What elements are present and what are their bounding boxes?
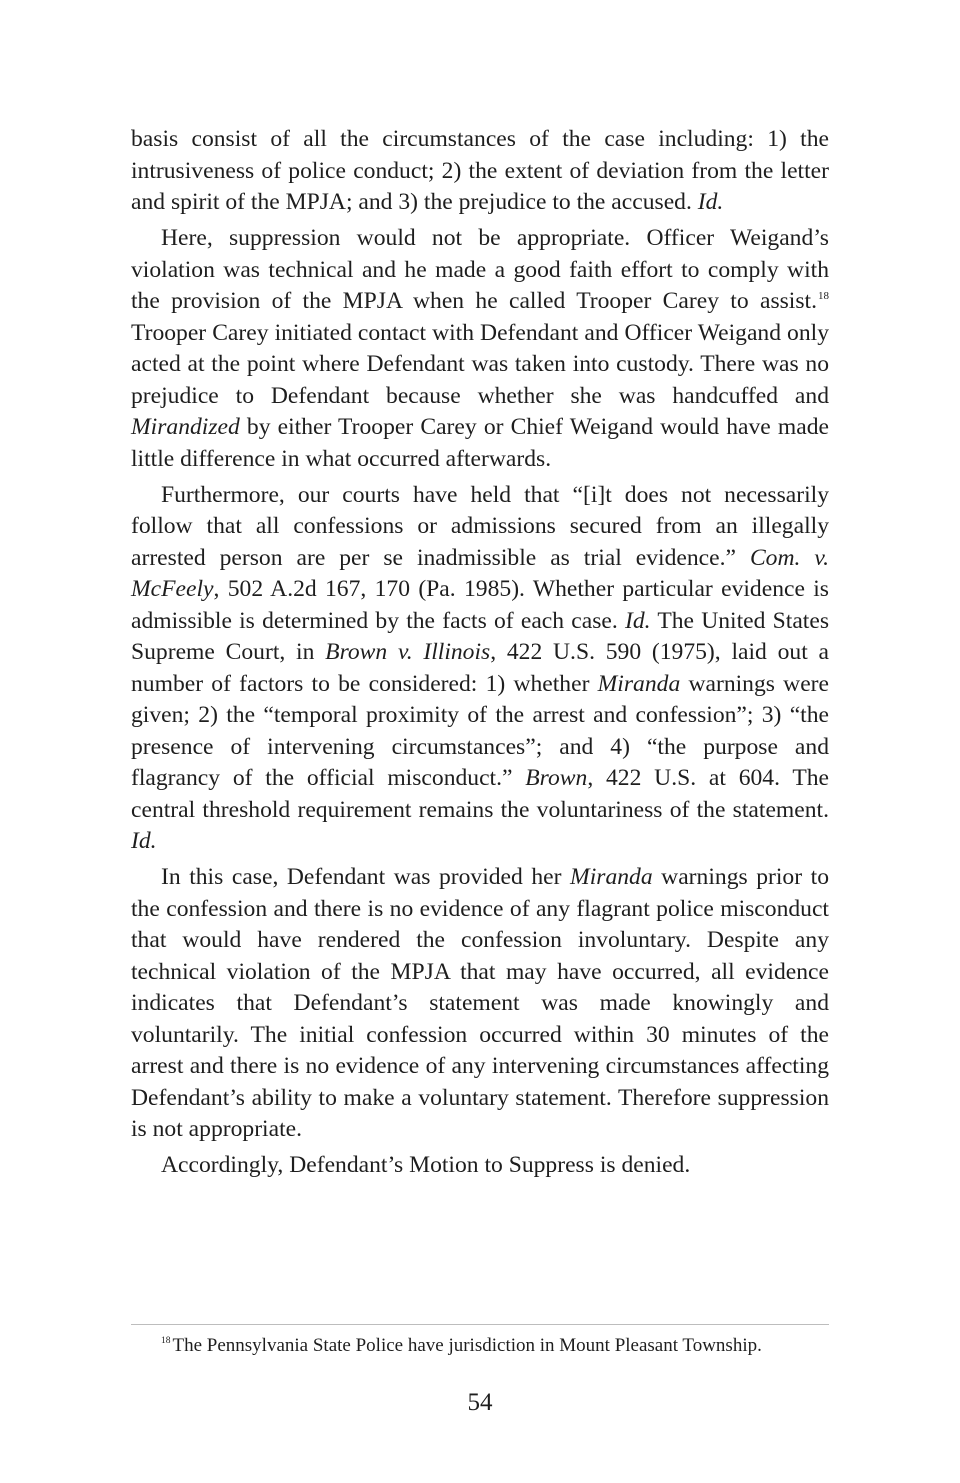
text-run: by either Trooper Carey or Chief Weigand would have made little difference in what occurred afterwards. <box>131 414 829 472</box>
footnote-separator <box>131 1324 829 1325</box>
italic-citation: Com. v. McFeely <box>131 544 829 603</box>
text-run: Trooper Carey initiated contact with Defendant and Officer Weigand only acted at the point where Defendant was taken into custody. There was no prejudice to Defendant because whether she was handcuffed and <box>131 319 829 409</box>
italic-citation: Id. <box>697 189 724 215</box>
text-run: In this case, Defendant was provided her <box>161 864 571 891</box>
text-run: The United States Supreme Court, in <box>131 607 829 666</box>
text-run: , 422 U.S. 590 (1975), laid out a number of factors to be considered: 1) whether <box>131 639 829 697</box>
paragraph-3 <box>131 480 829 858</box>
text-run: warnings were given; 2) the “temporal proximity of the arrest and confession”; 3) “the presence of intervening circumstances”; and 4) “the purpose and flagrancy of the official misconduct.” <box>131 670 829 792</box>
paragraph-5 <box>131 1150 829 1182</box>
text-run: Here, suppression would not be appropriate. Officer Weigand’s violation was technical and he made a good faith effort to comply with the provision of the MPJA when he called Trooper Carey to assist. <box>131 225 829 315</box>
italic-citation: Id. <box>131 828 157 855</box>
page-number: 54 <box>467 1389 493 1416</box>
text-run: Accordingly, Defendant’s Motion to Suppress is denied. <box>161 1152 691 1179</box>
italic-citation: Miranda <box>597 670 681 697</box>
italic-citation: Id. <box>624 607 651 634</box>
footnote-reference: 18 <box>818 289 829 302</box>
footnote <box>161 1333 829 1359</box>
paragraph-4 <box>131 862 829 1146</box>
paragraph-2 <box>131 223 829 475</box>
footnote-text: The Pennsylvania State Police have jurisdiction in Mount Pleasant Township. <box>172 1335 762 1356</box>
document-body <box>131 124 829 1186</box>
italic-citation: Mirandized <box>131 414 240 441</box>
text-run: warnings prior to the confession and there is no evidence of any flagrant police misconduct that would have rendered the confession involuntary. Despite any technical violation of the MPJA that may have occurred, all evidence indicates that Defendant’s statement was made knowingly and voluntarily. The initial confession occurred within 30 minutes of the arrest and there is no evidence of any intervening circumstances affecting Defendant’s ability to make a voluntary statement. Therefore suppression is not appropriate. <box>131 864 829 1143</box>
text-run: , 502 A.2d 167, 170 (Pa. 1985). Whether particular evidence is admissible is determined by the facts of each case. <box>131 576 829 634</box>
paragraph-1 <box>131 124 829 219</box>
italic-citation: Miranda <box>570 864 653 891</box>
italic-citation: Brown v. Illinois <box>325 639 491 666</box>
text-run: Furthermore, our courts have held that “[i]t does not necessarily follow that all confessions or admissions secured from an illegally arrested person are per se inadmissible as trial evidence.” <box>131 481 829 571</box>
footnote-marker: 18 <box>161 1336 171 1347</box>
italic-citation: Brown <box>525 765 588 792</box>
text-run: , 422 U.S. at 604. The central threshold requirement remains the voluntariness of the statement. <box>131 765 830 823</box>
text-run: basis consist of all the circumstances of the case including: 1) the intrusiveness of police conduct; 2) the extent of deviation from the letter and spirit of the MPJA; and 3) the prejudice to the accused. <box>131 126 829 215</box>
